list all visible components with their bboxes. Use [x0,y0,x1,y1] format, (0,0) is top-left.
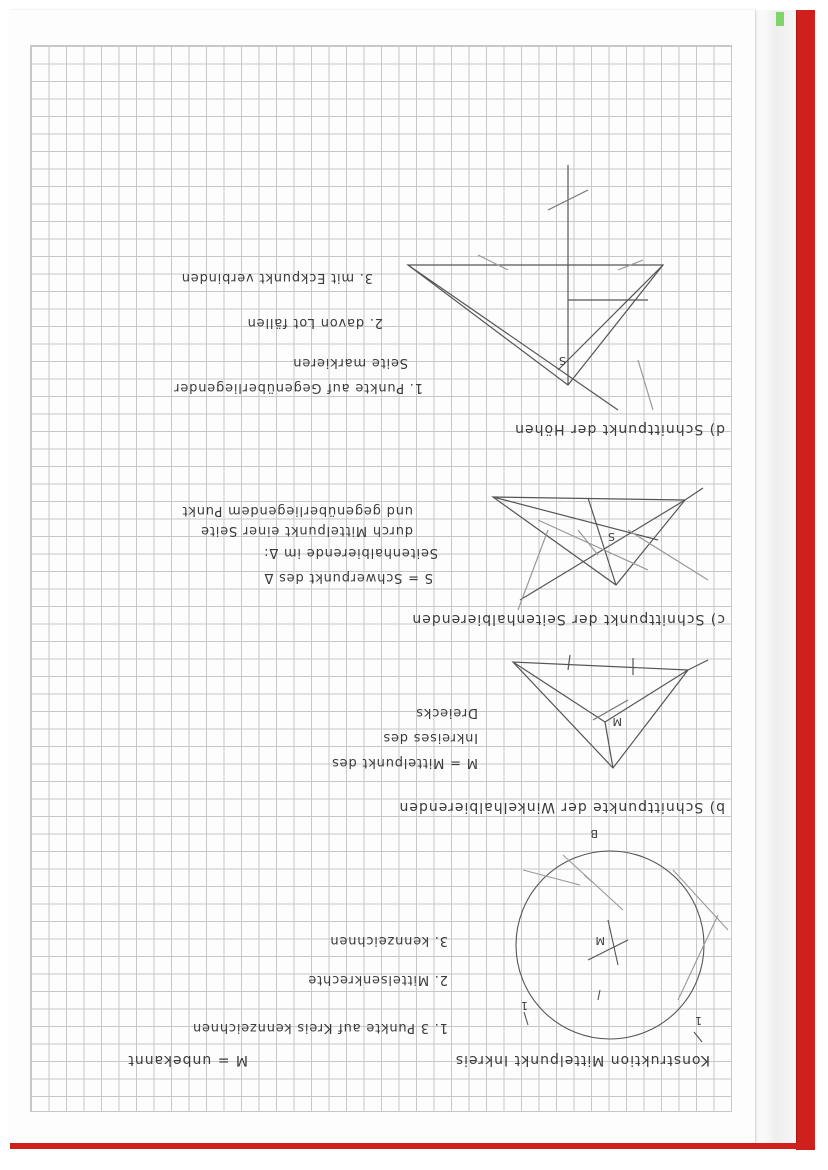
circle-step-2: 2. Mittelsenkrechte [307,972,448,987]
section-b-note-3: Dreiecks [415,705,478,720]
circle-step-3: 3. kennzeichnen [329,933,448,948]
section-b-note-2: Inkreises des [382,730,478,745]
section-c-note-4: und gegenüberliegendem Punkt [181,503,413,518]
page-title: Konstruktion Mittelpunkt Inkreis [454,1052,710,1068]
section-d-step-1: 1. Punkte auf Gegenüberliegender [173,380,423,395]
circle-center-label: M [595,934,605,947]
section-d-step-1b: Seite markieren [292,355,408,370]
section-d-step-2: 2. davon Lot fällen [246,315,383,330]
section-c-note-1: S = Schwerpunkt des Δ [263,570,433,585]
section-d-step-3: 3. mit Eckpunkt verbinden [180,270,373,285]
unknown-note: M = unbekannt [127,1052,248,1068]
section-b-note-1: M = Mittelpunkt des [331,755,478,770]
section-b-heading: b) Schnittpunkte der Winkelhalbierenden [398,799,725,815]
circle-point-2-label: 1 [695,1014,702,1027]
section-c-note-2: Seitenhalbierende im Δ: [263,545,438,560]
section-d-heading: d) Schnittpunkt der Höhen [514,421,725,437]
section-c-note-3: durch Mittelpunkt einer Seite [200,523,413,538]
centroid-label: S [608,530,615,543]
circle-point-3-label: B [590,827,598,840]
orthocenter-label: S [559,354,566,367]
circle-point-1-label: 1 [521,999,528,1012]
incenter-label: M [612,715,622,728]
circle-step-1: 1. 3 Punkte auf Kreis kennzeichnen [192,1020,448,1035]
section-c-heading: c) Schnittpunkt der Seitenhalbierenden [411,611,725,627]
triangle-d [408,265,663,385]
